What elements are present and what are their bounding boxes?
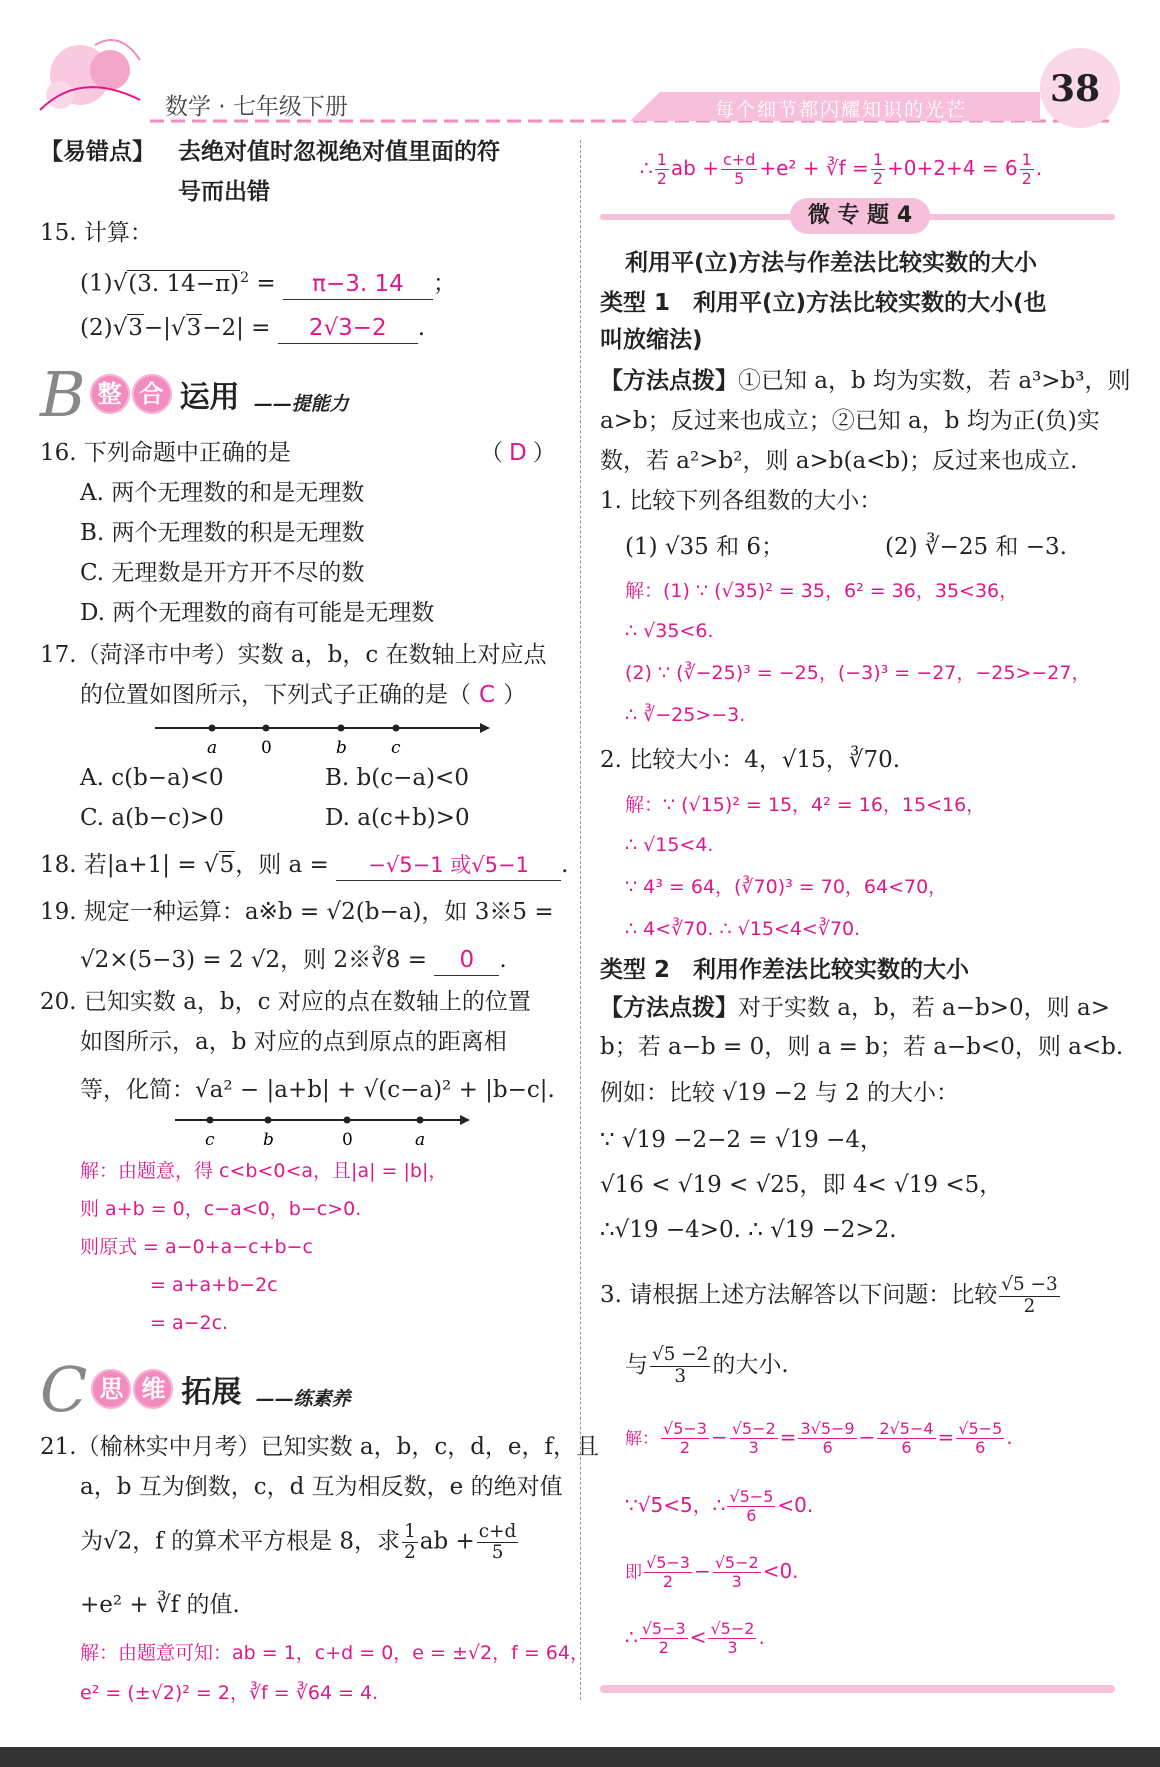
q17-answer: C <box>479 682 496 708</box>
q19-line1: 19. 规定一种运算：a※b = √2(b−a)，如 3※5 = <box>40 899 554 925</box>
p1-sub2: (2) ∛−25 和 −3. <box>885 534 1067 560</box>
q17-line1: 17.（菏泽市中考）实数 a，b，c 在数轴上对应点 <box>40 642 547 668</box>
q20-label-b: b <box>263 1130 274 1150</box>
flower-ornament <box>40 40 140 110</box>
q20-label-c: c <box>205 1130 215 1150</box>
section-c-letter: C <box>40 1352 88 1426</box>
q16-stem: 16. 下列命题中正确的是 <box>40 440 291 466</box>
p3-solution-1: 解： $\frac{√5-3}{2}$ − $\frac{√5-2}{3}$ = $\frac{3√5-9}{6}$ − $\frac{2√5-4}{6}$ = $\frac{√5-5}{6}$ . <box>625 1419 1013 1457</box>
q15-part2-answer: 2√3−2 <box>308 315 387 341</box>
section-b-title: 运用 <box>179 380 240 415</box>
bottom-pink-rule <box>600 1685 1115 1693</box>
q17-label-0: 0 <box>261 738 272 758</box>
q20-line3: 等，化简：√a² − |a+b| + √(c−a)² + |b−c|. <box>80 1077 555 1103</box>
example-line3: √16 < √19 < √25，即 4< √19 <5， <box>600 1172 1003 1198</box>
micro-topic-banner <box>600 198 1115 234</box>
p1-solution-4: ∴ ∛−25>−3. <box>625 704 746 726</box>
p1-solution-2: ∴ √35<6. <box>625 620 714 642</box>
q20-label-0: 0 <box>342 1130 353 1150</box>
topic-heading: 利用平(立)方法与作差法比较实数的大小 <box>625 250 1038 276</box>
method2-tag: 【方法点拨】 <box>600 995 738 1021</box>
q18: 18. 若|a+1| = √5，则 a = −√5−1 或√5−1 . <box>40 850 568 881</box>
section-c-badge2: 维 <box>133 1369 173 1409</box>
q21-line3: 为√2，f 的算术平方根是 8，求 $\frac{1}{2}$ ab + $\frac{c+d}{5}$ <box>80 1521 517 1564</box>
method2-line2: b；若 a−b = 0，则 a = b；若 a−b<0，则 a<b. <box>600 1034 1124 1060</box>
example-line4: ∴√19 −4>0. ∴ √19 −2>2. <box>600 1217 897 1243</box>
book-title: 数学 · 七年级下册 <box>165 94 348 120</box>
column-divider <box>580 140 581 1700</box>
section-c-subtitle: ——练素养 <box>255 1387 351 1410</box>
example-line2: ∵ √19 −2−2 = √19 −4， <box>600 1127 884 1153</box>
micro-topic-title: 微 专 题 4 <box>790 198 930 234</box>
page-number: 38 <box>1050 68 1101 110</box>
p2-solution-3: ∵ 4³ = 64，(∛70)³ = 70，64<70， <box>625 876 948 898</box>
p1-solution-3: (2) ∵ (∛−25)³ = −25，(−3)³ = −27，−25>−27， <box>625 662 1091 684</box>
easy-mistake-line2: 号而出错 <box>178 179 270 205</box>
section-c-title: 拓展 <box>181 1375 242 1410</box>
q18-answer: −√5−1 或√5−1 <box>368 853 529 877</box>
q16-paren: （ D ） <box>480 440 556 466</box>
p3-solution-4: ∴ $\frac{√5-3}{2}$ < $\frac{√5-2}{3}$ . <box>625 1619 765 1657</box>
q21-line4: +e² + ∛f 的值. <box>80 1592 240 1618</box>
q20-solution-1: 解：由题意，得 c<b<0<a，且|a| = |b|， <box>80 1160 448 1182</box>
section-b-badge1: 整 <box>90 374 130 414</box>
section-c-badge1: 思 <box>91 1369 131 1409</box>
q19-line2: √2×(5−3) = 2 √2，则 2※∛8 = 0 . <box>80 945 507 976</box>
p1-sub1: (1) √35 和 6； <box>625 534 785 560</box>
q15-part1-answer: π−3. 14 <box>312 270 404 297</box>
q16-option-c: C. 无理数是开方开不尽的数 <box>80 560 365 586</box>
section-b-banner <box>40 357 349 431</box>
q16-option-d: D. 两个无理数的商有可能是无理数 <box>80 600 435 626</box>
q20-solution-5: = a−2c. <box>150 1312 229 1334</box>
type1-line2: 叫放缩法) <box>600 327 703 353</box>
example-line1: 例如：比较 √19 −2 与 2 的大小： <box>600 1080 960 1106</box>
q15-part1: (1)√(3. 14−π)$^2$ = π−3. 14 ； <box>80 263 456 300</box>
q17-number-line <box>150 718 490 758</box>
method1-line1: 【方法点拨】①已知 a，b 均为实数，若 a³>b³，则 <box>600 368 1131 394</box>
q20-label-a: a <box>415 1130 426 1150</box>
type2-heading: 类型 2 利用作差法比较实数的大小 <box>600 957 970 983</box>
q20-line1: 20. 已知实数 a，b，c 对应的点在数轴上的位置 <box>40 989 531 1015</box>
q20-solution-2: 则 a+b = 0，c−a<0，b−c>0. <box>80 1198 362 1220</box>
easy-mistake-tag: 【易错点】 <box>40 139 155 165</box>
p1-stem: 1. 比较下列各组数的大小： <box>600 488 883 514</box>
q17-label-c: c <box>391 738 401 758</box>
q19-answer: 0 <box>459 947 475 973</box>
method1-tag: 【方法点拨】 <box>600 368 738 394</box>
method1-line3: 数，若 a²>b²，则 a>b(a<b)；反过来也成立. <box>600 448 1078 474</box>
p2-stem: 2. 比较大小：4，√15，∛70. <box>600 747 901 773</box>
q17-line2: 的位置如图所示，下列式子正确的是（ C ） <box>80 682 527 708</box>
p2-solution-2: ∴ √15<4. <box>625 834 714 856</box>
q17-label-b: b <box>336 738 347 758</box>
q16-option-a: A. 两个无理数的和是无理数 <box>80 480 365 506</box>
q21-solution-2: e² = (±√2)² = 2，∛f = ∛64 = 4. <box>80 1682 379 1704</box>
q21-line1: 21.（榆林实中月考）已知实数 a，b，c，d，e，f，且 <box>40 1434 600 1460</box>
q17-option-b: B. b(c−a)<0 <box>325 765 469 791</box>
q15-part2: (2)√3−|√3−2| = 2√3−2 . <box>80 313 425 344</box>
q17-option-c: C. a(b−c)>0 <box>80 805 224 831</box>
method1-line2: a>b；反过来也成立；②已知 a，b 均为正(负)实 <box>600 408 1100 434</box>
p3-solution-3: 即 $\frac{√5-3}{2}$ − $\frac{√5-2}{3}$ <0. <box>625 1553 799 1591</box>
type1-line1: 类型 1 利用平(立)方法比较实数的大小(也 <box>600 290 1047 316</box>
section-b-subtitle: ——提能力 <box>253 392 349 415</box>
header-motto: 每个细节都闪耀知识的光芒 <box>715 99 968 121</box>
q20-solution-3: 则原式 = a−0+a−c+b−c <box>80 1236 313 1258</box>
p1-solution-1: 解：(1) ∵ (√35)² = 35，6² = 36，35<36， <box>625 580 1019 602</box>
p2-solution-1: 解：∵ (√15)² = 15，4² = 16，15<16， <box>625 794 986 816</box>
q20-number-line <box>170 1110 470 1150</box>
q17-label-a: a <box>207 738 218 758</box>
q20-line2: 如图所示，a，b 对应的点到原点的距离相 <box>80 1029 507 1055</box>
p3-stem: 3. 请根据上述方法解答以下问题：比较 $\frac{√5 -3}{2}$ <box>600 1274 1058 1317</box>
easy-mistake-line1: 去绝对值时忽视绝对值里面的符 <box>178 139 500 165</box>
bottom-dark-bar <box>0 1747 1160 1767</box>
q21-solution-1: 解：由题意可知：ab = 1，c+d = 0，e = ±√2，f = 64， <box>80 1642 589 1664</box>
p2-solution-4: ∴ 4<∛70. ∴ √15<4<∛70. <box>625 918 861 940</box>
q15-stem: 15. 计算： <box>40 220 153 246</box>
p3-solution-2: ∵√5<5，∴ $\frac{√5-5}{6}$ <0. <box>625 1487 814 1525</box>
q16-option-b: B. 两个无理数的积是无理数 <box>80 520 365 546</box>
q21-final-answer: ∴ $\frac{1}{2}$ ab + $\frac{c+d}{5}$ +e² + ∛f = $\frac{1}{2}$ +0+2+4 = 6 $\frac{1}{2}$ . <box>640 150 1043 188</box>
q17-option-a: A. c(b−a)<0 <box>80 765 224 791</box>
section-c-banner <box>40 1352 351 1426</box>
q20-solution-4: = a+a+b−2c <box>150 1274 278 1296</box>
section-b-badge2: 合 <box>132 374 172 414</box>
method2-line1: 【方法点拨】对于实数 a，b，若 a−b>0，则 a> <box>600 995 1110 1021</box>
p3-line2: 与 $\frac{√5 -2}{3}$ 的大小. <box>625 1344 789 1387</box>
q21-line2: a，b 互为倒数，c，d 互为相反数，e 的绝对值 <box>80 1474 563 1500</box>
q16-answer: D <box>509 440 527 466</box>
section-b-letter: B <box>40 357 86 431</box>
q17-option-d: D. a(c+b)>0 <box>325 805 470 831</box>
